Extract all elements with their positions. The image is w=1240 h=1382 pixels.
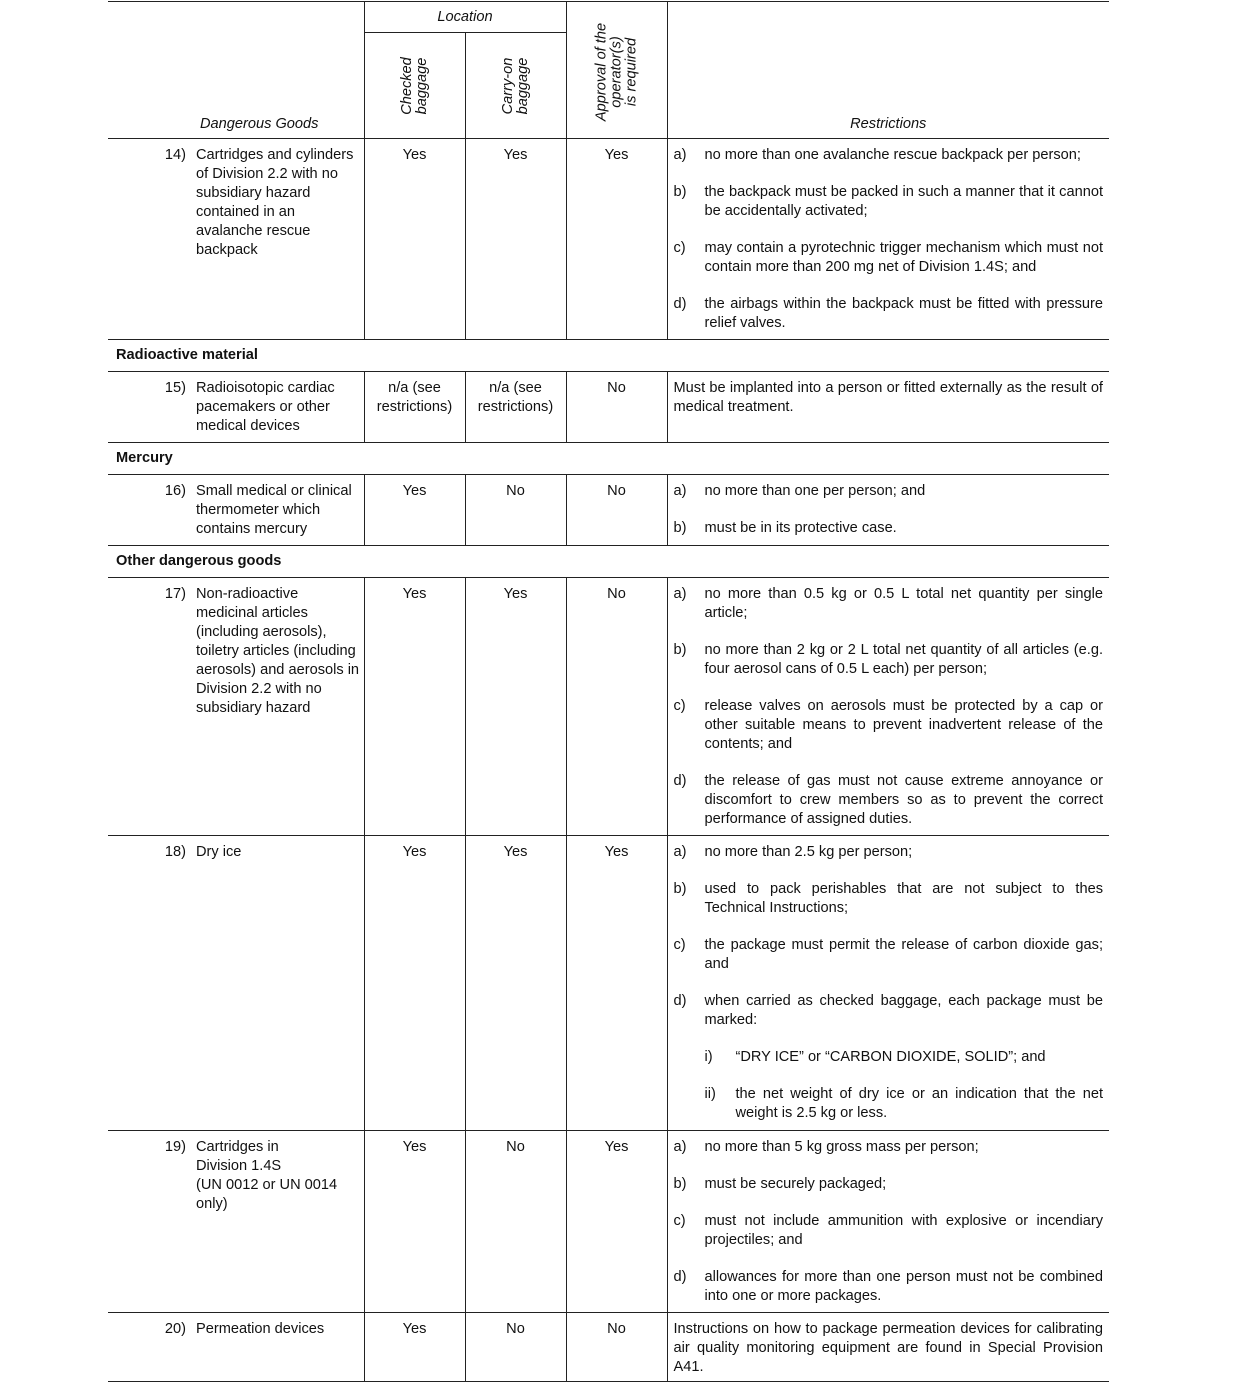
restriction-subitem: [705, 1048, 1104, 1067]
section-heading-row: [108, 546, 1109, 578]
restrictions-text: Instructions on how to package permeation devices for calibrating air quality monitoring equipment are found in Special Provision A41.: [667, 1313, 1109, 1382]
header-restrictions-label: Restrictions: [850, 116, 927, 132]
subitem-numeral: ii): [704, 1086, 716, 1102]
restriction-letter: d): [673, 1269, 687, 1285]
carry-on-value: Yes: [465, 578, 566, 836]
checked-value: Yes: [364, 836, 465, 1131]
restriction-item: [674, 239, 1104, 277]
header-dangerous-goods: [108, 2, 364, 139]
table-row: [108, 372, 1109, 443]
restriction-letter: b): [673, 1176, 687, 1192]
restriction-letter: b): [673, 881, 687, 897]
restriction-letter: b): [673, 184, 687, 200]
carry-on-value: Yes: [465, 139, 566, 340]
restriction-item: [674, 295, 1104, 333]
restriction-text: must be in its protective case.: [704, 520, 897, 536]
restriction-item: [674, 641, 1104, 679]
restriction-letter: c): [673, 698, 686, 714]
header-carry-line1: Carry-on: [499, 57, 516, 114]
restrictions-cell: [667, 836, 1109, 1131]
restriction-item: [674, 1138, 1104, 1157]
item-description: Dry ice: [196, 844, 242, 860]
header-checked-baggage: [365, 33, 466, 138]
item-number: 16): [164, 483, 186, 499]
section-heading: Mercury: [116, 450, 173, 466]
item-description-line: only): [196, 1196, 228, 1212]
header-approval-line1: Approval of the: [593, 22, 609, 122]
item-description-line: (UN 0012 or UN 0014: [196, 1177, 338, 1193]
restriction-text: the release of gas must not cause extreme annoyance or discomfort to crew members so as to prevent the correct performance of assigned duties.: [704, 773, 1103, 827]
restriction-item: [674, 519, 1104, 538]
table-row: [108, 139, 1109, 340]
restriction-letter: c): [673, 1213, 686, 1229]
header-approval-line2: operator(s): [608, 36, 624, 108]
checked-value: Yes: [364, 139, 465, 340]
item-description-line: Division 1.4S: [196, 1158, 282, 1174]
item-number: 20): [164, 1321, 186, 1337]
restriction-item: [674, 772, 1104, 829]
carry-on-value: No: [465, 475, 566, 546]
restriction-item: [674, 585, 1104, 623]
restriction-item: [674, 880, 1104, 918]
restriction-subitem: [705, 1085, 1104, 1123]
restriction-item: [674, 1268, 1104, 1306]
item-description: Small medical or clinical thermometer which contains mercury: [196, 483, 352, 537]
item-description-line: Cartridges in: [196, 1139, 279, 1155]
restriction-text: release valves on aerosols must be protected by a cap or other suitable means to prevent inadvertent release of the contents; and: [704, 698, 1103, 752]
restriction-item: [674, 1212, 1104, 1250]
item-description: Radioisotopic cardiac pacemakers or other medical devices: [196, 380, 335, 434]
restrictions-cell: [667, 475, 1109, 546]
restriction-item: [674, 482, 1104, 501]
restriction-letter: a): [673, 483, 687, 499]
restriction-letter: b): [673, 520, 687, 536]
subitem-text: the net weight of dry ice or an indication that the net weight is 2.5 kg or less.: [735, 1086, 1103, 1121]
checked-value: n/a (see restrictions): [364, 372, 465, 443]
restriction-item: [674, 697, 1104, 754]
restrictions-cell: [667, 139, 1109, 340]
restriction-text: may contain a pyrotechnic trigger mechanism which must not contain more than 200 mg net of Division 1.4S; and: [704, 240, 1103, 275]
approval-value: Yes: [566, 836, 667, 1131]
section-heading: Other dangerous goods: [116, 553, 282, 569]
restriction-item: [674, 146, 1104, 165]
restriction-text: used to pack perishables that are not subject to thes Technical Instructions;: [704, 881, 1103, 916]
restriction-text: must be securely packaged;: [704, 1176, 887, 1192]
item-number: 18): [164, 844, 186, 860]
header-approval: [566, 2, 667, 139]
item-description: Permeation devices: [196, 1321, 325, 1337]
item-number: 17): [164, 586, 186, 602]
section-heading: Radioactive material: [116, 347, 258, 363]
restriction-text: no more than 0.5 kg or 0.5 L total net quantity per single article;: [704, 586, 1103, 621]
restrictions-cell: [667, 1131, 1109, 1313]
restriction-letter: a): [673, 1139, 687, 1155]
restriction-letter: d): [673, 773, 687, 789]
section-heading-row: [108, 340, 1109, 372]
restriction-text: when carried as checked baggage, each package must be marked:: [704, 993, 1103, 1028]
restriction-text: no more than 2 kg or 2 L total net quantity of all articles (e.g. four aerosol cans of 0.5 L each) per person;: [704, 642, 1103, 677]
restriction-text: the backpack must be packed in such a manner that it cannot be accidentally activated;: [704, 184, 1103, 219]
restriction-item: [674, 183, 1104, 221]
restrictions-cell: [667, 578, 1109, 836]
carry-on-value: Yes: [465, 836, 566, 1131]
table-row: [108, 1131, 1109, 1313]
approval-value: Yes: [566, 139, 667, 340]
restriction-letter: c): [673, 937, 686, 953]
header-checked-line1: Checked: [398, 56, 415, 115]
header-carry-on-baggage: [465, 33, 566, 138]
carry-on-value: No: [465, 1131, 566, 1313]
restriction-item: [674, 1175, 1104, 1194]
restriction-letter: a): [673, 586, 687, 602]
header-restrictions: [667, 2, 1109, 139]
carry-on-value: n/a (see restrictions): [465, 372, 566, 443]
table-row: [108, 836, 1109, 1131]
restriction-text: the package must permit the release of carbon dioxide gas; and: [704, 937, 1103, 972]
item-description: [186, 1131, 364, 1313]
checked-value: Yes: [364, 1313, 465, 1382]
restriction-letter: a): [673, 844, 687, 860]
header-approval-line3: is required: [623, 37, 639, 107]
item-number: 14): [164, 147, 186, 163]
checked-value: Yes: [364, 1131, 465, 1313]
restriction-text: no more than 5 kg gross mass per person;: [704, 1139, 979, 1155]
restriction-item: [674, 936, 1104, 974]
restriction-letter: d): [673, 296, 687, 312]
dangerous-goods-table-page: [108, 1, 1109, 1382]
restrictions-text: Must be implanted into a person or fitted externally as the result of medical treatment.: [667, 372, 1109, 443]
header-location: [364, 2, 566, 139]
subitem-numeral: i): [704, 1049, 713, 1065]
table-header: [108, 2, 1109, 139]
restriction-text: no more than 2.5 kg per person;: [704, 844, 913, 860]
restriction-text: must not include ammunition with explosive or incendiary projectiles; and: [704, 1213, 1103, 1248]
item-number: 15): [164, 380, 186, 396]
restriction-letter: d): [673, 993, 687, 1009]
header-checked-line2: baggage: [413, 57, 430, 114]
restriction-letter: b): [673, 642, 687, 658]
approval-value: No: [566, 578, 667, 836]
item-description: Cartridges and cylinders of Division 2.2 with no subsidiary hazard contained in an avalanche rescue backpack: [196, 147, 354, 258]
header-dangerous-goods-label: Dangerous Goods: [200, 116, 319, 132]
dangerous-goods-table: [108, 1, 1109, 1382]
subitem-text: “DRY ICE” or “CARBON DIOXIDE, SOLID”; and: [735, 1049, 1046, 1065]
table-row: [108, 1313, 1109, 1382]
approval-value: No: [566, 1313, 667, 1382]
carry-on-value: No: [465, 1313, 566, 1382]
restriction-text: no more than one avalanche rescue backpack per person;: [704, 147, 1081, 163]
restriction-item: [674, 843, 1104, 862]
restriction-text: allowances for more than one person must not be combined into one or more packages.: [704, 1269, 1103, 1304]
item-description: Non-radioactive medicinal articles (including aerosols), toiletry articles (including aerosols) and aerosols in Division 2.2 with no subsidiary hazard: [196, 586, 360, 716]
header-location-label: Location: [365, 2, 566, 33]
restriction-letter: c): [673, 240, 686, 256]
table-row: [108, 475, 1109, 546]
section-heading-row: [108, 443, 1109, 475]
item-number: 19): [164, 1139, 186, 1155]
checked-value: Yes: [364, 475, 465, 546]
approval-value: Yes: [566, 1131, 667, 1313]
approval-value: No: [566, 475, 667, 546]
restriction-letter: a): [673, 147, 687, 163]
checked-value: Yes: [364, 578, 465, 836]
restriction-text: no more than one per person; and: [704, 483, 926, 499]
restriction-text: the airbags within the backpack must be fitted with pressure relief valves.: [704, 296, 1103, 331]
approval-value: No: [566, 372, 667, 443]
header-carry-line2: baggage: [514, 57, 531, 114]
table-row: [108, 578, 1109, 836]
restriction-item: [674, 992, 1104, 1123]
